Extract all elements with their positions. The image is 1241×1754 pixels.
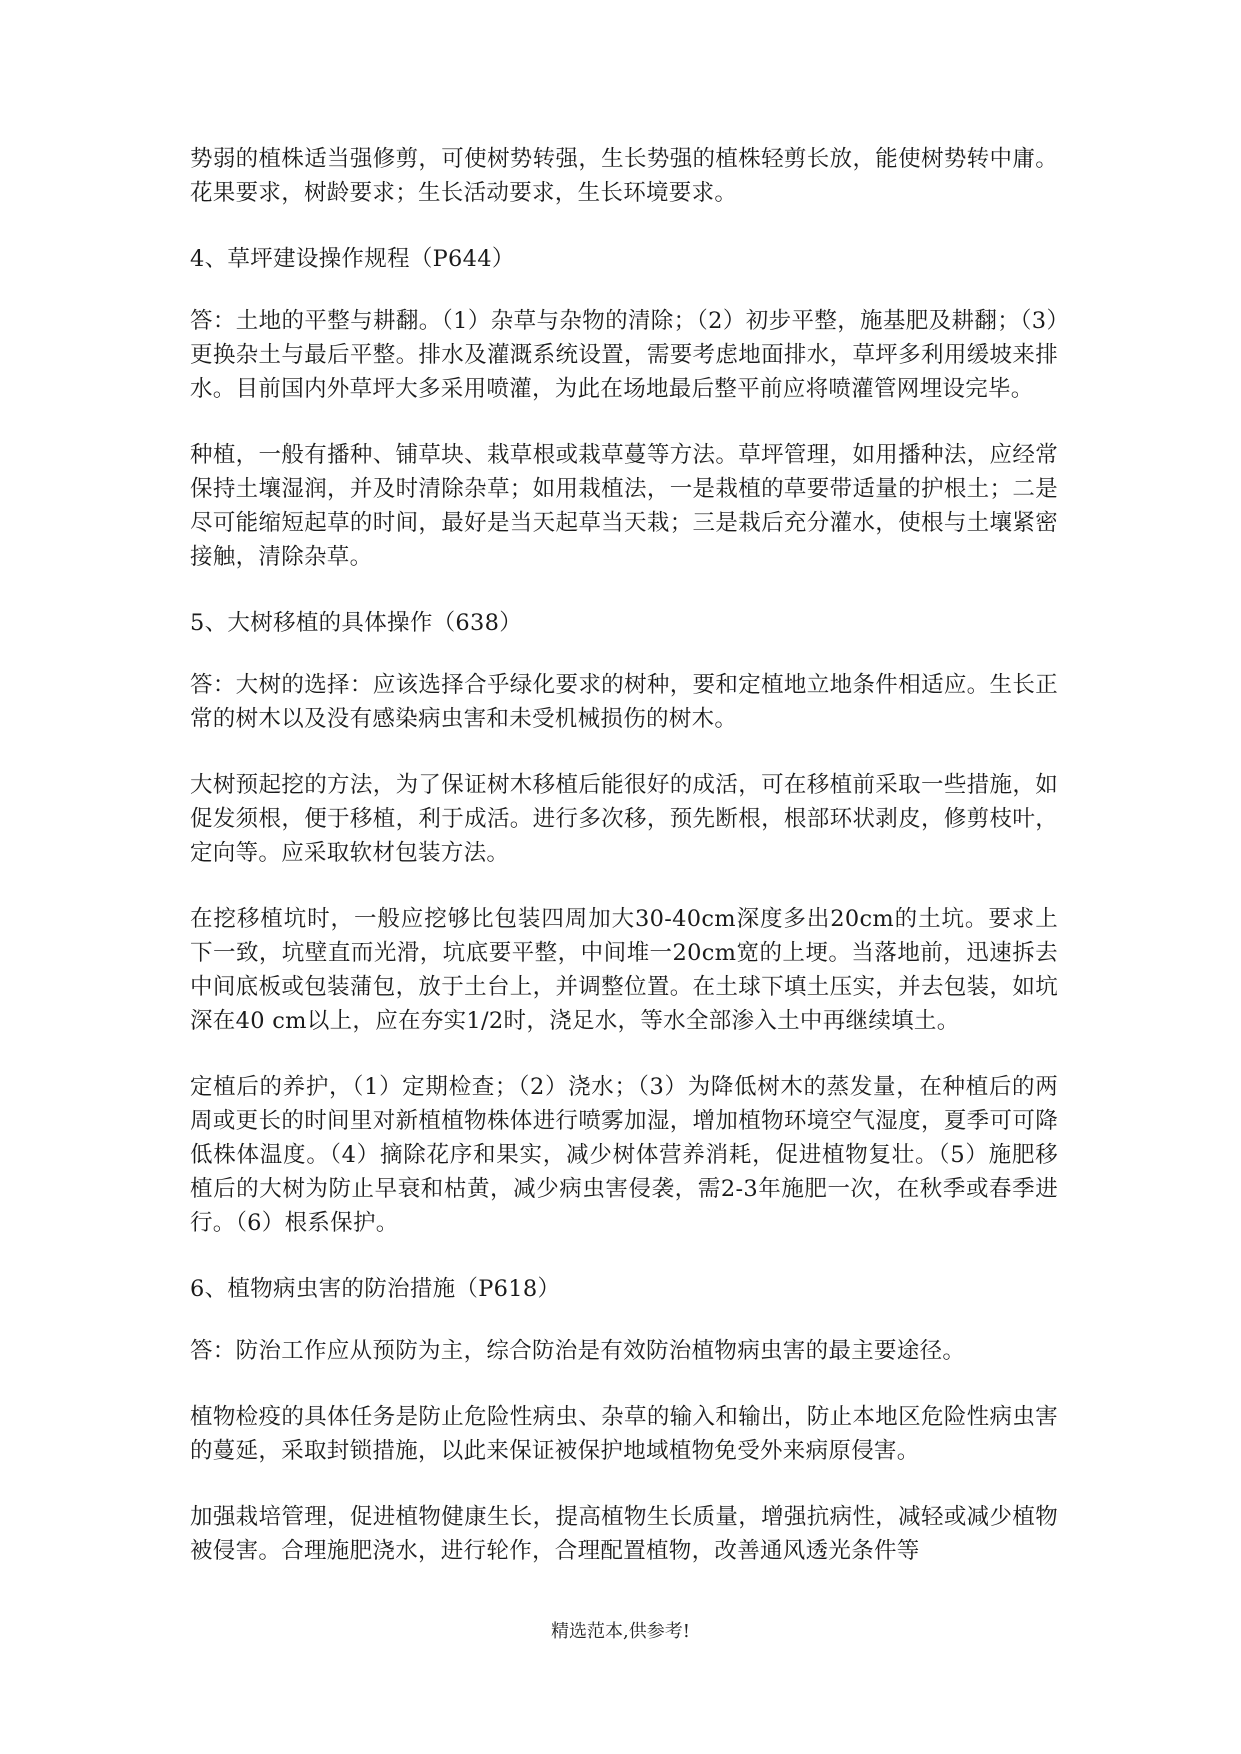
paragraph-pest-answer: 答：防治工作应从预防为主，综合防治是有效防治植物病虫害的最主要途径。: [190, 1338, 966, 1364]
paragraph-quarantine: 植物检疫的具体任务是防止危险性病虫、杂草的输入和输出，防止本地区危险性病虫害的蔓延，采取封锁措施，以此来保证被保护地域植物免受外来病原侵害。: [190, 1404, 1058, 1464]
paragraph-pruning: 势弱的植株适当强修剪，可使树势转强，生长势强的植株轻剪长放，能使树势转中庸。花果要求，树龄要求；生长活动要求，生长环境要求。: [190, 146, 1058, 206]
section-heading-pest-control: 6、植物病虫害的防治措施（P618）: [190, 1276, 561, 1302]
section-heading-lawn: 4、草坪建设操作规程（P644）: [190, 246, 515, 272]
paragraph-aftercare: 定植后的养护，（1）定期检查；（2）浇水；（3）为降低树木的蒸发量，在种植后的两周或更长的时间里对新植植物株体进行喷雾加湿，增加植物环境空气湿度，夏季可可降低株体温度。（4）摘除花序和果实，减少树体营养消耗，促进植物复壮。（5）施肥移植后的大树为防止早衰和枯黄，减少病虫害侵袭，需2-3年施肥一次，在秋季或春季进行。（6）根系保护。: [190, 1074, 1058, 1236]
paragraph-lawn-planting: 种植，一般有播种、铺草块、栽草根或栽草蔓等方法。草坪管理，如用播种法，应经常保持土壤湿润，并及时清除杂草；如用栽植法，一是栽植的草要带适量的护根土；二是尽可能缩短起草的时间，最好是当天起草当天栽；三是栽后充分灌水，使根与土壤紧密接触，清除杂草。: [190, 442, 1058, 570]
paragraph-planting-pit: 在挖移植坑时，一般应挖够比包装四周加大30-40cm深度多出20cm的土坑。要求上下一致，坑壁直而光滑，坑底要平整，中间堆一20cm宽的上埂。当落地前，迅速拆去中间底板或包装蒲包，放于土台上，并调整位置。在土球下填土压实，并去包装，如坑深在40 cm以上，应在夯实1/2时，浇足水，等水全部渗入土中再继续填土。: [190, 906, 1058, 1034]
page-footer: 精选范本,供参考!: [551, 1621, 690, 1642]
paragraph-lawn-answer: 答：土地的平整与耕翻。（1）杂草与杂物的清除；（2）初步平整，施基肥及耕翻；（3）更换杂土与最后平整。排水及灌溉系统设置，需要考虑地面排水，草坪多利用缓坡来排水。目前国内外草坪大多采用喷灌，为此在场地最后整平前应将喷灌管网埋设完毕。: [190, 308, 1058, 402]
section-heading-tree-transplant: 5、大树移植的具体操作（638）: [190, 610, 523, 636]
paragraph-tree-selection: 答：大树的选择：应该选择合乎绿化要求的树种，要和定植地立地条件相适应。生长正常的树木以及没有感染病虫害和未受机械损伤的树木。: [190, 672, 1058, 732]
document-body: [190, 142, 1058, 1600]
paragraph-cultivation: 加强栽培管理，促进植物健康生长，提高植物生长质量，增强抗病性，减轻或减少植物被侵害。合理施肥浇水，进行轮作，合理配置植物，改善通风透光条件等: [190, 1504, 1058, 1564]
paragraph-tree-digging: 大树预起挖的方法，为了保证树木移植后能很好的成活，可在移植前采取一些措施，如促发须根，便于移植，利于成活。进行多次移，预先断根，根部环状剥皮，修剪枝叶，定向等。应采取软材包装方法。: [190, 772, 1058, 866]
